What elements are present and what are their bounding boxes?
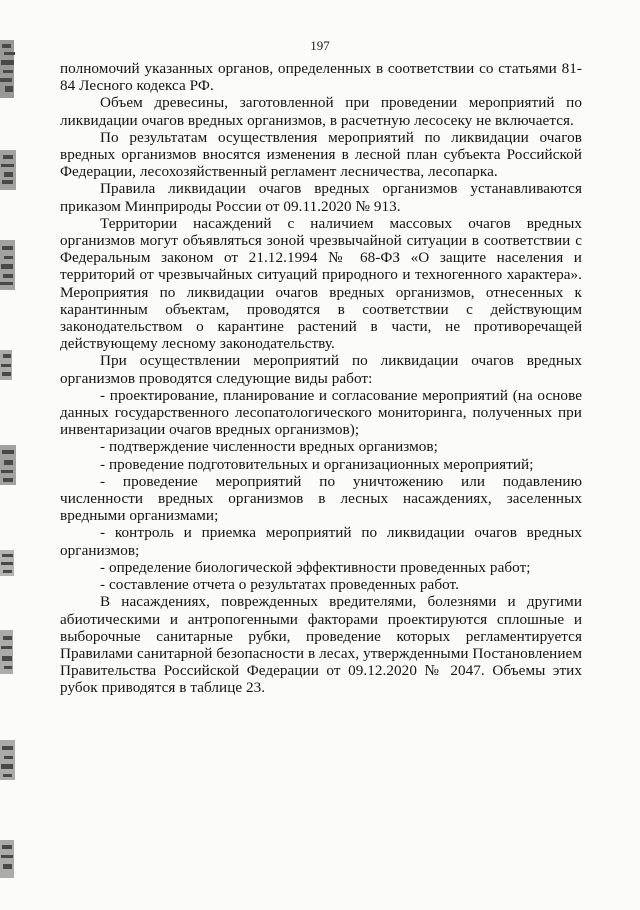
list-item: - составление отчета о результатах проведенных работ. — [100, 576, 459, 594]
page-number: 197 — [310, 38, 330, 53]
paragraph-works-intro: При осуществлении мероприятий по ликвидации очагов вредных организмов проводятся следующие виды работ: — [60, 352, 582, 387]
document-body — [60, 60, 582, 697]
list-item: - проведение подготовительных и организационных мероприятий; — [100, 455, 534, 473]
paragraph-continuation: полномочий указанных органов, определенных в соответствии со статьями 81-84 Лесного кодекса РФ. — [60, 60, 582, 95]
paragraph-timber-volume: Объем древесины, заготовленной при проведении мероприятий по ликвидации очагов вредных организмов, в расчетную лесосеку не включается. — [60, 94, 582, 129]
paragraph-emergency-zone: Территории насаждений с наличием массовых очагов вредных организмов могут объявляться зоной чрезвычайной ситуации в соответствии с Федеральным законом от 21.12.1994 № 68-ФЗ «О защите населения и территорий от чрезвычайных ситуаций природного и техногенного характера». Мероприятия по ликвидации очагов вредных организмов, отнесенных к карантинным объектам, проводятся в соответствии с действующим законодательством о карантине растений в части, не противоречащей действующему лесному законодательству. — [60, 214, 582, 353]
list-item: - проведение мероприятий по уничтожению или подавлению численности вредных организмов в лесных насаждениях, заселенных вредными организмами; — [60, 472, 582, 525]
list-item: - контроль и приемка мероприятий по ликвидации очагов вредных организмов; — [60, 524, 582, 559]
list-item: - подтверждение численности вредных организмов; — [100, 438, 438, 456]
list-item: - проектирование, планирование и согласование мероприятий (на основе данных государственного лесопатологического мониторинга, полученных при инвентаризации очагов вредных организмов); — [60, 386, 582, 439]
paragraph-rules-order: Правила ликвидации очагов вредных организмов устанавливаются приказом Минприроды России от 09.11.2020 № 913. — [60, 180, 582, 215]
list-item: - определение биологической эффективности проведенных работ; — [100, 558, 531, 576]
scan-binding-artifacts — [0, 0, 40, 910]
paragraph-forest-plan-changes: По результатам осуществления мероприятий по ликвидации очагов вредных организмов вносятся изменения в лесной план субъекта Российской Федерации, лесохозяйственный регламент лесничества, лесопарка. — [60, 128, 582, 181]
paragraph-sanitary-felling: В насаждениях, поврежденных вредителями, болезнями и другими абиотическими и антропогенными факторами проектируются сплошные и выборочные санитарные рубки, проведение которых регламентируется Правилами санитарной безопасности в лесах, утвержденными Постановлением Правительства Российской Федерации от 09.12.2020 № 2047. Объемы этих рубок приводятся в таблице 23. — [60, 593, 582, 697]
